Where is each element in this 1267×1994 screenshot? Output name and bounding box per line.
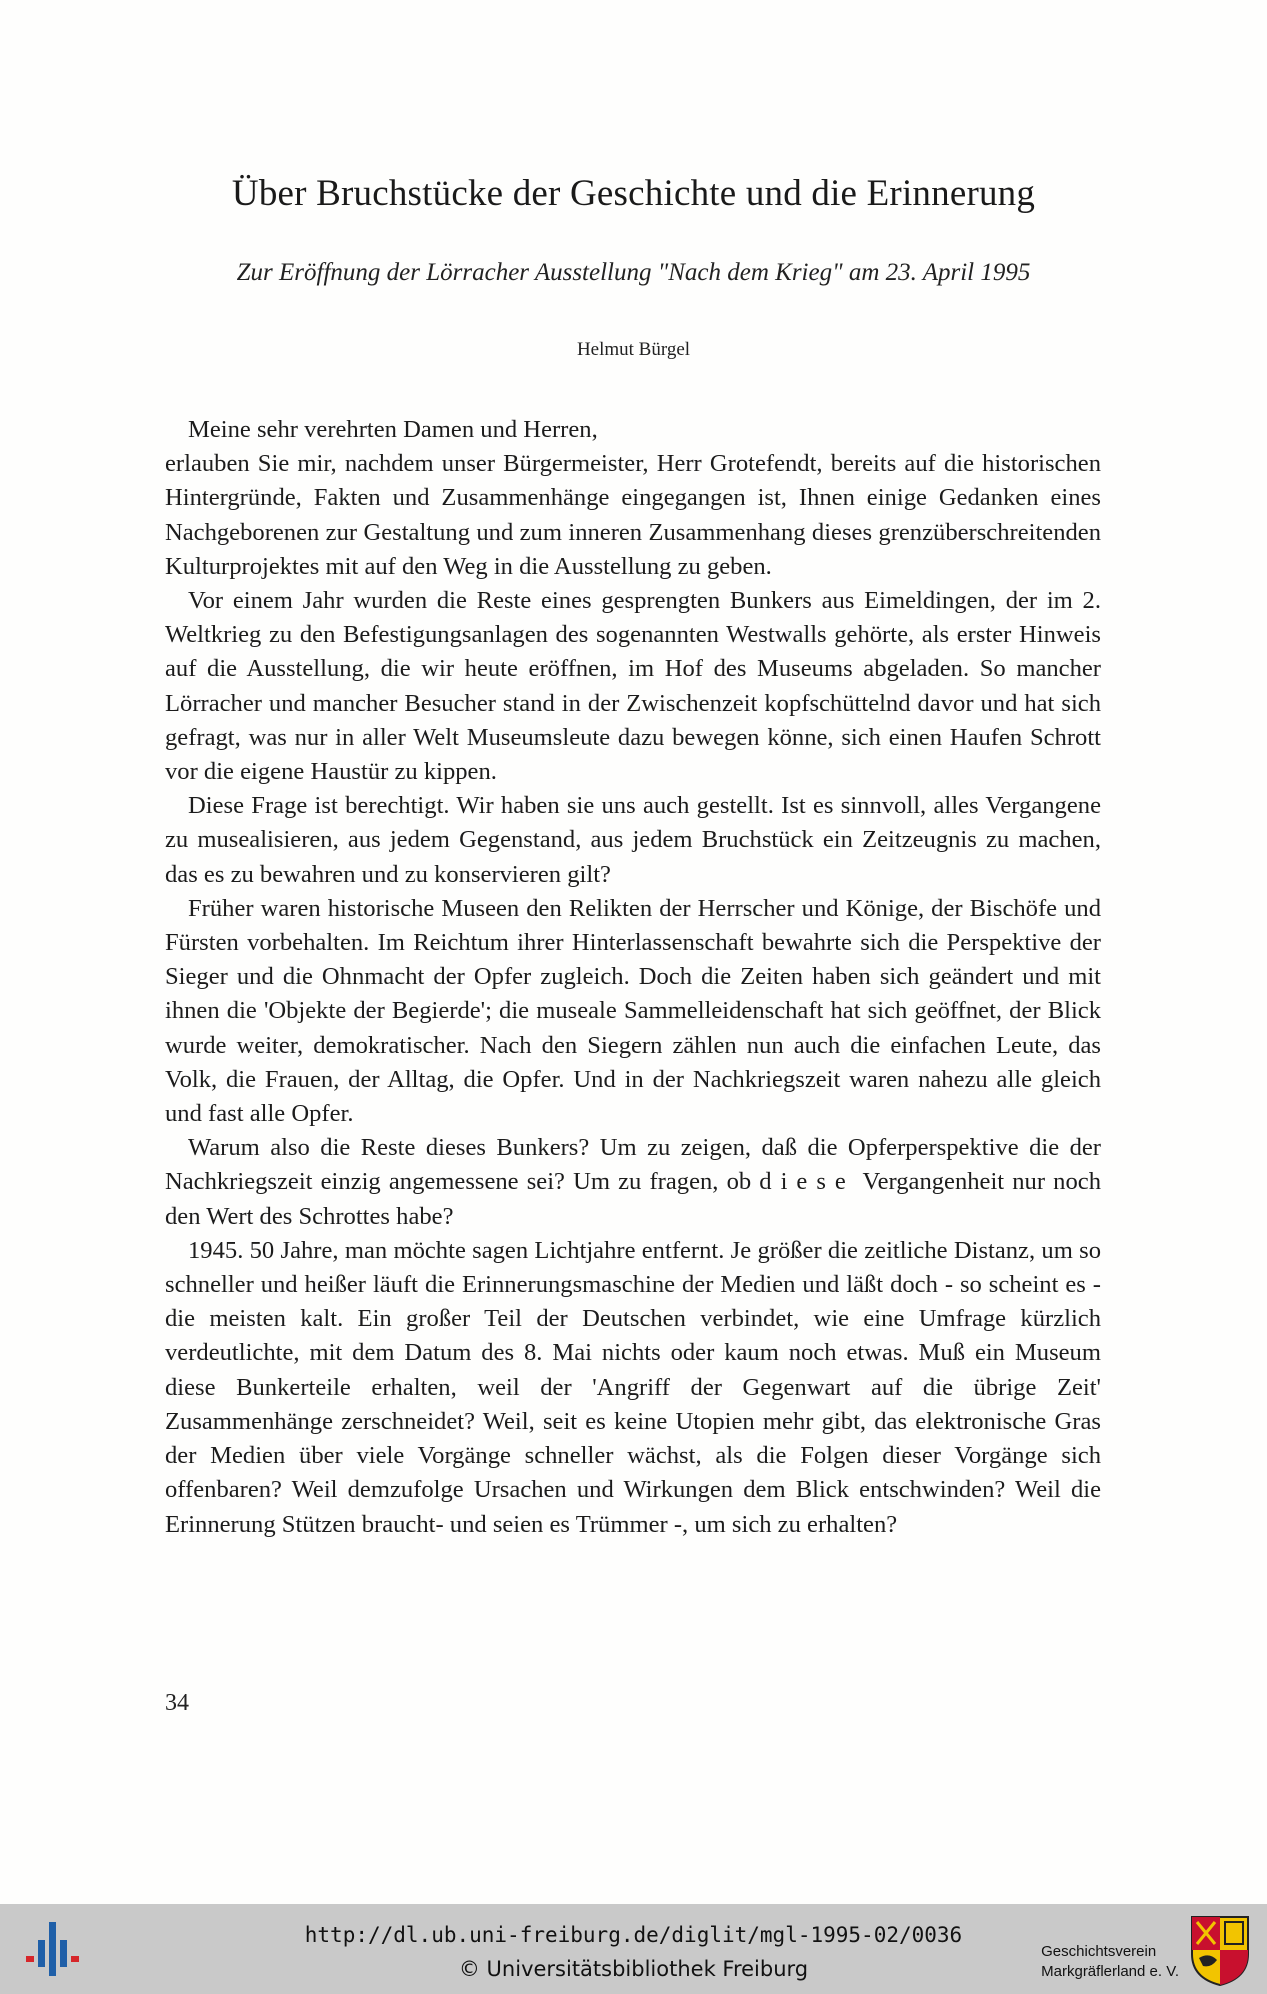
source-url-link[interactable]: http://dl.ub.uni-freiburg.de/diglit/mgl-1995-02/0036 (304, 1923, 963, 1947)
paragraph: Diese Frage ist berechtigt. Wir haben sie uns auch gestellt. Ist es sinnvoll, alles Vergangene zu musealisieren, aus jedem Gegenstand, aus jedem Bruchstück ein Zeitzeugnis zu machen, das es zu bewahren und zu konservieren gilt? (165, 792, 1101, 888)
copyright-notice: © Universitätsbibliothek Freiburg (458, 1957, 809, 1981)
paragraph-text: Warum also die Reste dieses Bunkers? Um zu zeigen, daß die Opferperspektive die der Nachkriegszeit einzig angemessene sei? Um zu fragen, ob (165, 1134, 1101, 1196)
article-subtitle: Zur Eröffnung der Lörracher Ausstellung "Nach dem Krieg" am 23. April 1995 (236, 259, 1031, 286)
coat-of-arms-icon (1189, 1914, 1251, 1988)
paragraph-salutation: Meine sehr verehrten Damen und Herren, (188, 416, 598, 443)
society-name-line: Geschichtsverein (1041, 1943, 1157, 1960)
paragraph: Vor einem Jahr wurden die Reste eines gesprengten Bunkers aus Eimeldingen, der im 2. Weltkrieg zu den Befestigungsanlagen des sogenannten Westwalls gehörte, als erster Hinweis auf die Ausstellung, die wir heute eröffnen, im Hof des Museums abgeladen. So mancher Lörracher und mancher Besucher stand in der Zwischenzeit kopfschüttelnd davor und hat sich gefragt, was nur in aller Welt Museumsleute dazu bewegen könne, sich einen Haufen Schrott vor die eigene Haustür zu kippen. (165, 587, 1101, 786)
page-number: 34 (165, 1690, 189, 1716)
paragraph: erlauben Sie mir, nachdem unser Bürgermeister, Herr Grotefendt, bereits auf die historischen Hintergründe, Fakten und Zusammenhänge eingegangen ist, Ihnen einige Gedanken eines Nachgeborenen zur Gestaltung und zum inneren Zusammenhang dieses grenzüberschreitenden Kulturprojektes mit auf den Weg in die Ausstellung zu geben. (165, 450, 1101, 580)
article-body (165, 413, 1101, 1542)
paragraph: Früher waren historische Museen den Relikten der Herrscher und Könige, der Bischöfe und Fürsten vorbehalten. Im Reichtum ihrer Hinterlassenschaft bewahrte sich die Perspektive der Sieger und die Ohnmacht der Opfer zugleich. Doch die Zeiten haben sich geändert und mit ihnen die 'Objekte der Begierde'; die museale Sammelleidenschaft hat sich geöffnet, der Blick wurde weiter, demokratischer. Nach den Siegern zählen nun auch die einfachen Leute, das Volk, die Frauen, der Alltag, die Opfer. Und in der Nachkriegszeit waren nahezu alle gleich und fast alle Opfer. (165, 894, 1101, 1128)
emphasized-word: diese (759, 1168, 855, 1196)
article-title: Über Bruchstücke der Geschichte und die Erinnerung (231, 173, 1036, 214)
paragraph-text: Vergangenheit nur noch den Wert des Schrottes habe? (165, 1168, 1101, 1230)
footer-bar (0, 1904, 1267, 1994)
society-name-line: Markgräflerland e. V. (1041, 1963, 1179, 1980)
paragraph: 1945. 50 Jahre, man möchte sagen Lichtjahre entfernt. Je größer die zeitliche Distanz, um so schneller und heißer läuft die Erinnerungsmaschine der Medien und läßt doch - so scheint es - die meisten kalt. Ein großer Teil der Deutschen verbindet, wie eine Umfrage kürzlich verdeutlichte, mit dem Datum des 8. Mai nichts oder kaum noch etwas. Muß ein Museum diese Bunkerteile erhalten, weil der 'Angriff der Gegenwart auf die übrige Zeit' Zusammenhänge zerschneidet? Weil, seit es keine Utopien mehr gibt, das elektronische Gras der Medien über viele Vorgänge schneller wächst, als die Folgen dieser Vorgänge sich offenbaren? Weil demzufolge Ursachen und Wirkungen dem Blick entschwinden? Weil die Erinnerung Stützen braucht- und seien es Trümmer -, um sich zu erhalten? (165, 1236, 1101, 1538)
paragraph (165, 1131, 1101, 1234)
society-name (1041, 1942, 1179, 1982)
article-author: Helmut Bürgel (576, 339, 691, 360)
